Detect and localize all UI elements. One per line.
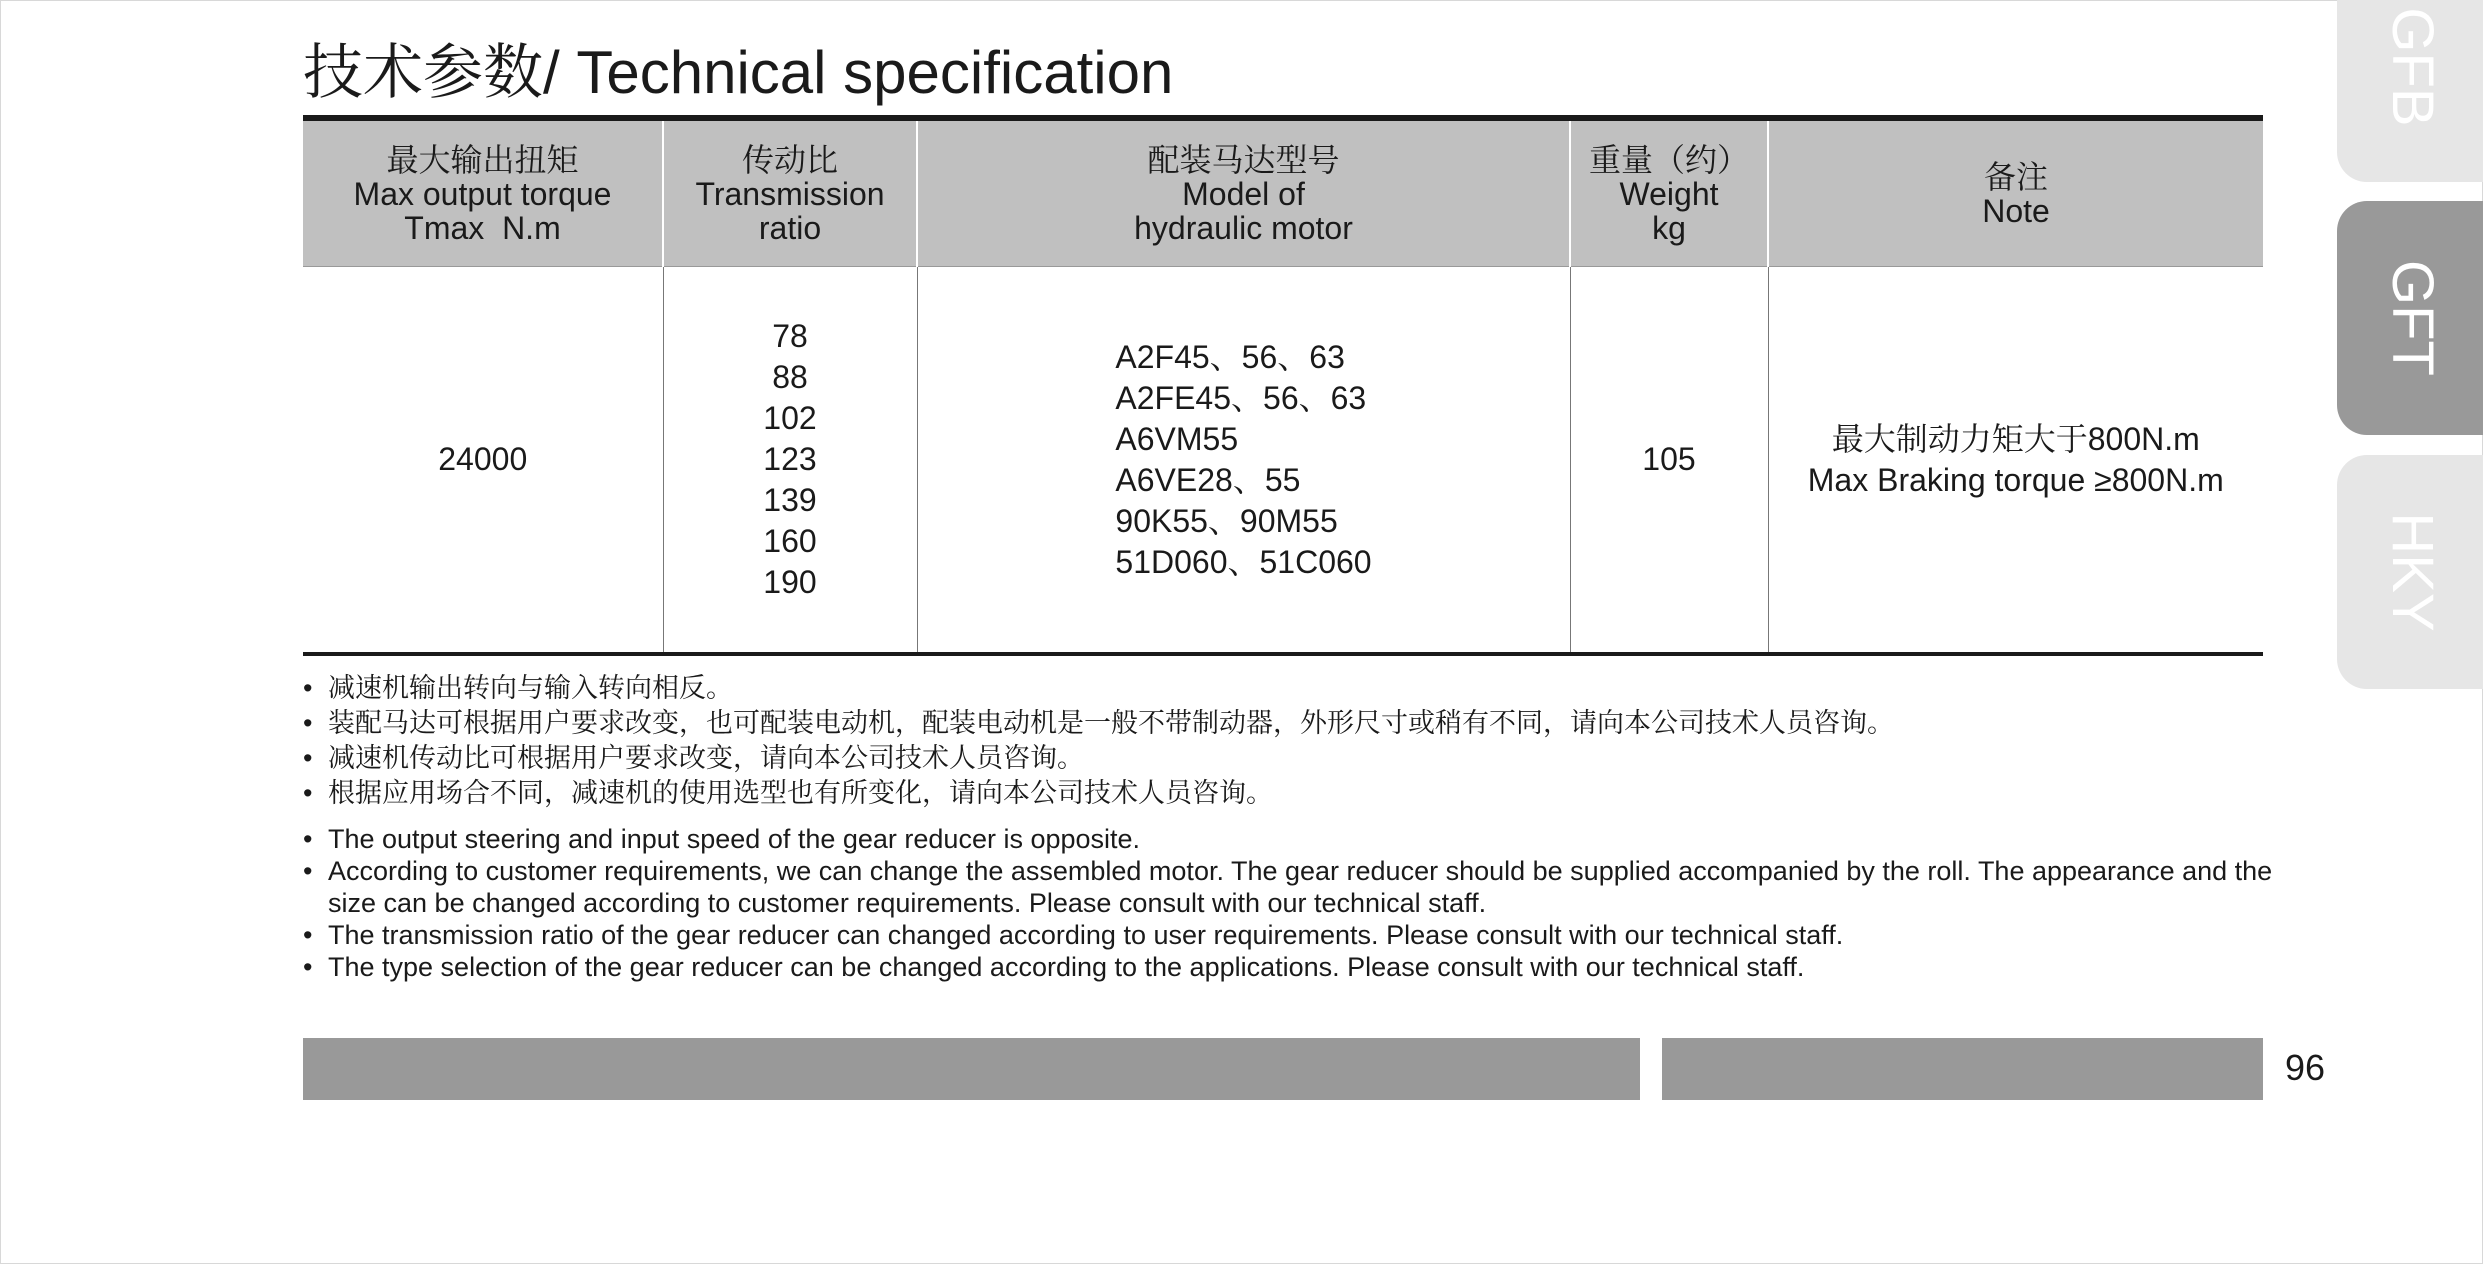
list-item: • 减速机输出转向与输入转向相反。 <box>303 671 2273 706</box>
cell-ratios <box>663 267 917 655</box>
header-line: hydraulic motor <box>1134 209 1353 246</box>
header-line: Weight <box>1619 175 1719 212</box>
motor-model: 51D060、51C060 <box>1115 543 1372 580</box>
side-tab-label: HKY <box>2380 512 2445 632</box>
list-item: • The type selection of the gear reducer can be changed according to the applications. Please consult with our technical staff. <box>303 951 2273 983</box>
side-tab-gft[interactable] <box>2337 201 2483 435</box>
footer-bar-right <box>1662 1038 2263 1100</box>
note-line: Max Braking torque ≥800N.m <box>1807 461 2224 498</box>
table-header-row <box>303 118 2263 267</box>
header-weight <box>1570 118 1768 267</box>
motor-list <box>1115 337 1371 583</box>
spec-table-wrapper <box>303 115 2263 656</box>
page-title: 技术参数/ Technical specification <box>303 39 1174 106</box>
side-tab-gfb[interactable] <box>2337 0 2483 182</box>
notes-chinese <box>303 671 2273 811</box>
header-line: 配装马达型号 <box>1147 141 1340 178</box>
table-row <box>303 267 2263 655</box>
ratio-value: 78 <box>772 318 808 354</box>
header-hydraulic-motor-model <box>917 118 1570 267</box>
motor-model: A2F45、56、63 <box>1115 338 1345 375</box>
header-line: Max output torque <box>353 175 612 212</box>
header-line: 重量（约） <box>1588 141 1749 178</box>
spec-table <box>303 115 2263 656</box>
motor-model: A6VM55 <box>1115 420 1239 457</box>
motor-model: A6VE28、55 <box>1115 461 1301 498</box>
header-line: kg <box>1652 209 1686 246</box>
ratio-value: 123 <box>763 441 817 477</box>
side-tab-label: GFB <box>2380 7 2445 127</box>
notes-english <box>303 823 2273 983</box>
header-note <box>1768 118 2263 267</box>
list-item: • 装配马达可根据用户要求改变，也可配装电动机，配装电动机是一般不带制动器，外形尺寸或稍有不同，请向本公司技术人员咨询。 <box>303 706 2273 741</box>
ratio-value: 139 <box>763 482 817 518</box>
header-line: 最大输出扭矩 <box>386 141 579 178</box>
side-tab-label: GFT <box>2380 260 2445 376</box>
side-tab-hky[interactable] <box>2337 455 2483 689</box>
header-line: 备注 <box>1983 158 2048 195</box>
list-item: • 减速机传动比可根据用户要求改变，请向本公司技术人员咨询。 <box>303 741 2273 776</box>
header-line: Tmax N.m <box>404 209 561 246</box>
ratio-value: 190 <box>763 564 817 600</box>
header-line: Transmission <box>695 175 885 212</box>
cell-torque: 24000 <box>303 267 663 655</box>
header-line: Model of <box>1182 175 1305 212</box>
note-line: 最大制动力矩大于800N.m <box>1831 420 2200 457</box>
ratio-value: 88 <box>772 359 808 395</box>
list-item: • According to customer requirements, we can change the assembled motor. The gear reducer should be supplied accompanied by the roll. The appearance and the size can be changed according to customer requirements. Please consult with our technical staff. <box>303 855 2273 919</box>
ratio-value: 160 <box>763 523 817 559</box>
footer-bar-left <box>303 1038 1640 1100</box>
header-line: ratio <box>758 209 822 246</box>
motor-model: 90K55、90M55 <box>1115 502 1338 539</box>
ratio-value: 102 <box>763 400 817 436</box>
header-transmission-ratio <box>663 118 917 267</box>
cell-weight: 105 <box>1570 267 1768 655</box>
list-item: • 根据应用场合不同，减速机的使用选型也有所变化，请向本公司技术人员咨询。 <box>303 776 2273 811</box>
cell-motors <box>917 267 1570 655</box>
header-max-output-torque <box>303 118 663 267</box>
header-line: 传动比 <box>741 141 838 178</box>
motor-model: A2FE45、56、63 <box>1115 379 1367 416</box>
header-line: Note <box>1982 192 2050 229</box>
page-number: 96 <box>2285 1047 2326 1088</box>
list-item: • The output steering and input speed of the gear reducer is opposite. <box>303 823 2273 855</box>
list-item: • The transmission ratio of the gear reducer can changed according to user requirements. Please consult with our technical staff. <box>303 919 2273 951</box>
cell-note <box>1768 267 2263 655</box>
